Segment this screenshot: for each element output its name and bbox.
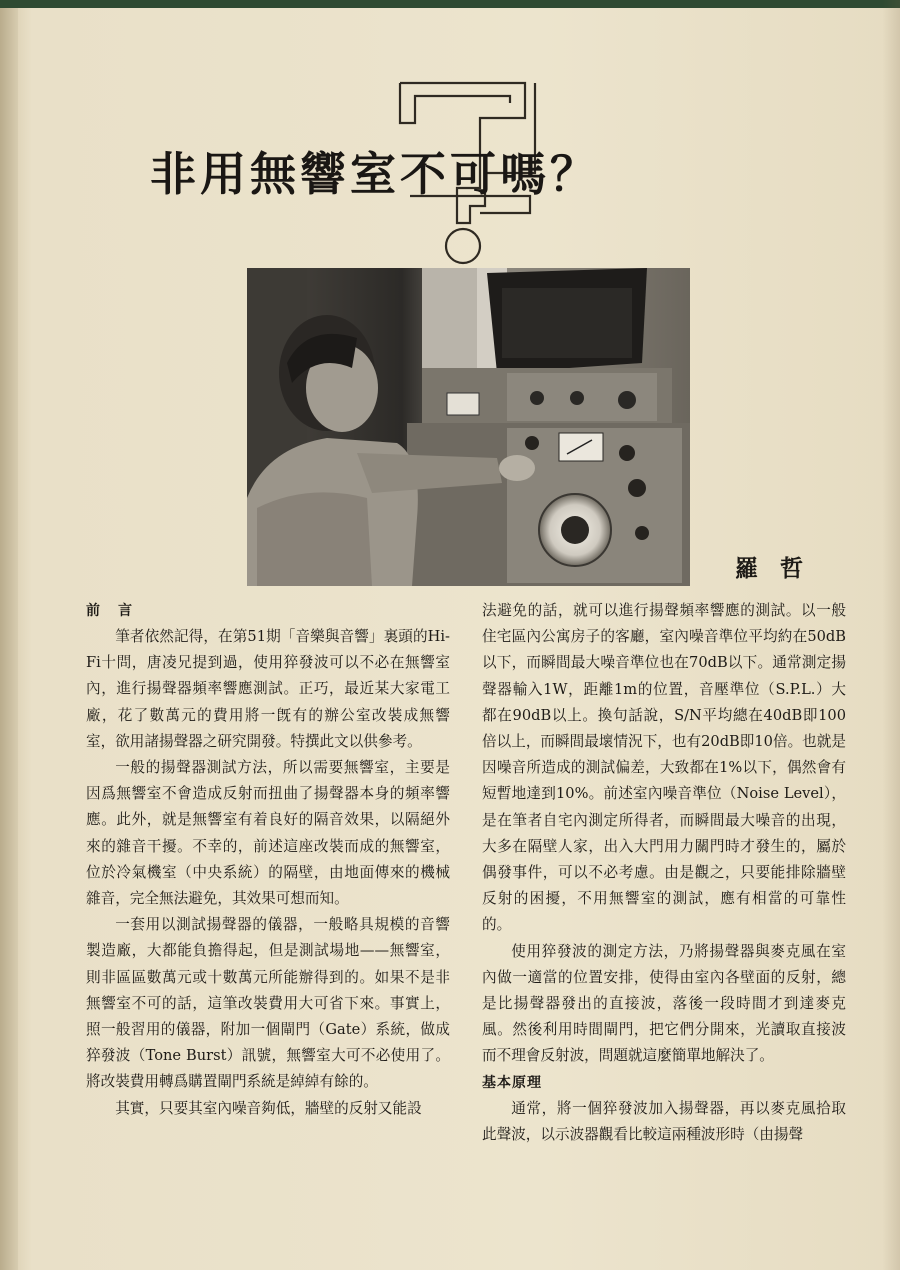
section-heading-intro: 前言 bbox=[86, 603, 150, 619]
paragraph: 一套用以測試揚聲器的儀器，一般略具規模的音響製造廠，大都能負擔得起，但是測試場地——無響室，則非區區數萬元或十數萬元所能辦得到的。如果不是非無響室不可的話，這筆改裝費用大可省下來。事實上，照一般習用的儀器，附加一個閘門（Gate）系統，做成猝發波（Tone Burst）訊號，無響室大可不必使用了。將改裝費用轉爲購置閘門系統是綽綽有餘的。 bbox=[86, 916, 450, 1091]
author-name: 羅哲 bbox=[735, 556, 825, 582]
paragraph: 通常，將一個猝發波加入揚聲器，再以麥克風拾取此聲波，以示波器觀看比較這兩種波形時（由揚聲 bbox=[482, 1099, 846, 1143]
article-photo bbox=[247, 268, 690, 586]
photo-man-with-test-equipment-icon bbox=[247, 268, 690, 586]
page-title: 非用無響室不可嗎？ bbox=[150, 147, 600, 201]
left-column bbox=[86, 598, 450, 1122]
paragraph: 一般的揚聲器測試方法，所以需要無響室，主要是因爲無響室不會造成反射而扭曲了揚聲器本身的頻率響應。此外，就是無響室有着良好的隔音效果，以隔絕外來的雜音干擾。不幸的，前述這座改裝而成的無響室，位於冷氣機室（中央系統）的隔壁，由地面傳來的機械雜音，完全無法避免，其效果可想而知。 bbox=[86, 759, 450, 908]
paragraph: 法避免的話，就可以進行揚聲頻率響應的測試。以一般住宅區內公寓房子的客廳，室內噪音準位平均約在50dB以下，而瞬間最大噪音準位也在70dB以下。通常測定揚聲器輸入1W，距離1m的位置，音壓準位（S.P.L.）大都在90dB以上。換句話說，S/N平均總在40dB即100倍以上，而瞬間最壞情況下，也有20dB即10倍。也就是因噪音所造成的測試偏差，大致都在1%以下，偶然會有短暫地達到10%。前述室內噪音準位（Noise Level），是在筆者自宅內測定所得者，而瞬間最大噪音的出現，大多在隔壁人家，出入大門用力關門時才發生的，屬於偶發事件，可以不必考慮。由是觀之，只要能排除牆壁反射的困擾，不用無響室的測試，應有相當的可靠性的。 bbox=[482, 602, 846, 934]
paragraph: 筆者依然記得，在第51期「音樂與音響」裏頭的Hi-Fi十問，唐凌兄提到過，使用猝發波可以不必在無響室內，進行揚聲器頻率響應測試。正巧，最近某大家電工廠，花了數萬元的費用將一旣有的辦公室改裝成無響室，欲用諸揚聲器之研究開發。特撰此文以供參考。 bbox=[86, 628, 450, 750]
paragraph: 使用猝發波的測定方法，乃將揚聲器與麥克風在室內做一適當的位置安排，使得由室內各壁面的反射，總是比揚聲器發出的直接波，落後一段時間才到達麥克風。然後利用時間閘門，把它們分開來，光讀取直接波而不理會反射波，問題就這麼簡單地解決了。 bbox=[482, 942, 846, 1065]
paragraph: 其實，只要其室內噪音夠低，牆壁的反射又能設 bbox=[115, 1099, 422, 1117]
page-edge-shadow bbox=[882, 0, 900, 1270]
top-color-band bbox=[0, 0, 900, 8]
section-heading-basic: 基本原理 bbox=[482, 1074, 542, 1091]
page-spine-shadow bbox=[0, 0, 18, 1270]
right-column bbox=[482, 598, 846, 1148]
